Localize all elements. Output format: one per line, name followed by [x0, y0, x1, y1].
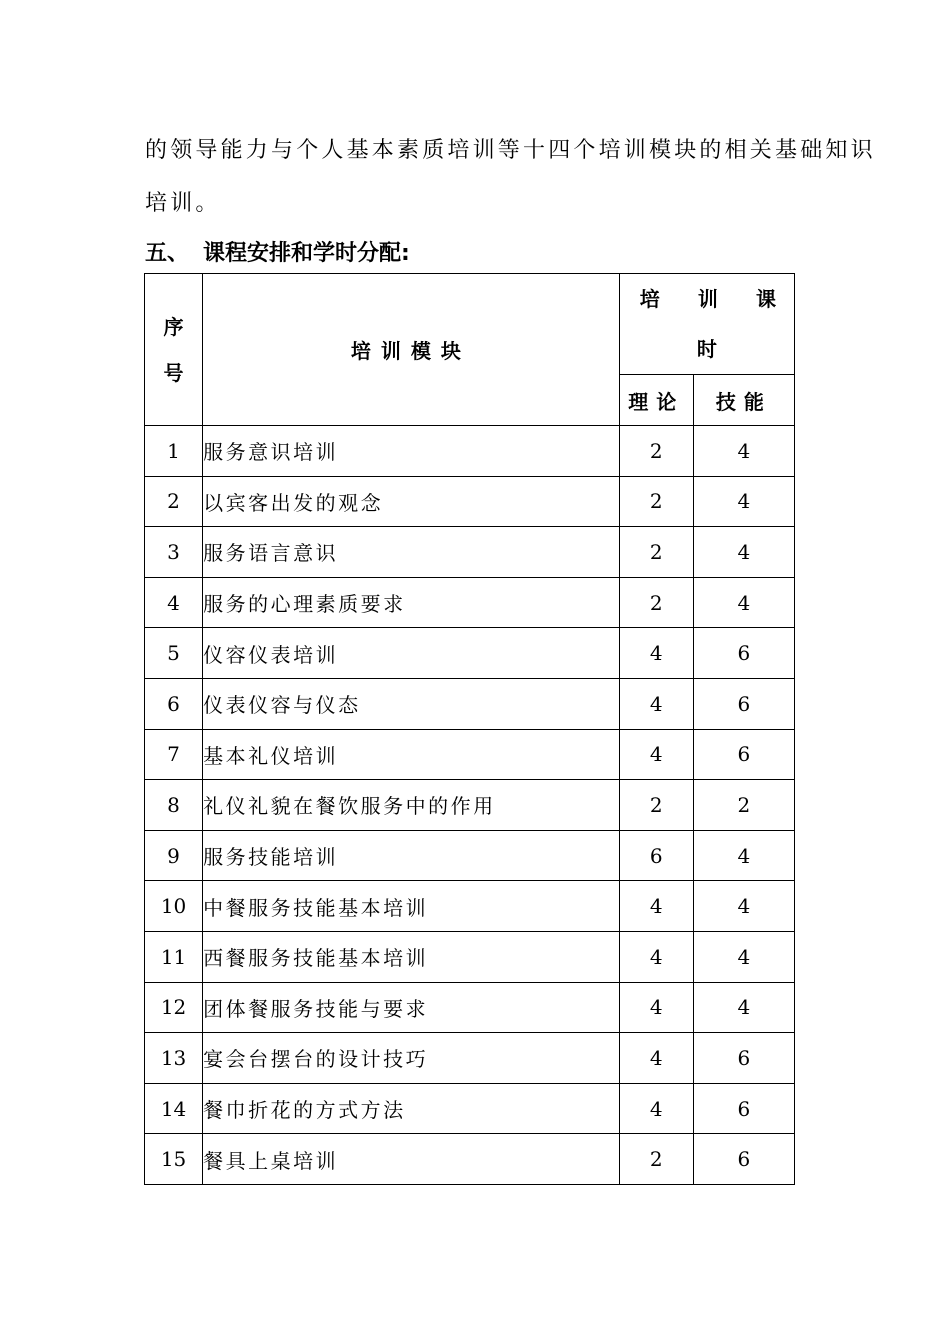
row-number: 4 [145, 577, 203, 628]
row-theory-hours: 4 [619, 881, 693, 932]
row-theory-hours: 6 [619, 830, 693, 881]
row-number: 7 [145, 729, 203, 780]
header-module: 培训模块 [203, 274, 620, 426]
row-theory-hours: 4 [619, 1083, 693, 1134]
table-row [145, 577, 795, 628]
row-number: 3 [145, 527, 203, 578]
row-skill-hours: 4 [693, 476, 794, 527]
row-skill-hours: 4 [693, 881, 794, 932]
row-number: 13 [145, 1033, 203, 1084]
row-number: 8 [145, 780, 203, 831]
row-number: 9 [145, 830, 203, 881]
row-skill-hours: 4 [693, 982, 794, 1033]
table-row [145, 931, 795, 982]
row-skill-hours: 6 [693, 1083, 794, 1134]
row-skill-hours: 4 [693, 527, 794, 578]
row-theory-hours: 2 [619, 1134, 693, 1185]
table-row [145, 678, 795, 729]
course-schedule-table [144, 273, 795, 1185]
row-module: 仪容仪表培训 [203, 628, 620, 679]
row-theory-hours: 4 [619, 931, 693, 982]
header-hours-char-1: 培 [639, 287, 660, 311]
row-number: 10 [145, 881, 203, 932]
row-number: 14 [145, 1083, 203, 1134]
header-sequence-line2: 号 [163, 360, 184, 385]
row-module: 礼仪礼貌在餐饮服务中的作用 [203, 780, 620, 831]
row-module: 仪表仪容与仪态 [203, 678, 620, 729]
row-theory-hours: 4 [619, 982, 693, 1033]
row-skill-hours: 6 [693, 729, 794, 780]
row-theory-hours: 2 [619, 780, 693, 831]
row-number: 2 [145, 476, 203, 527]
table-row [145, 729, 795, 780]
row-skill-hours: 6 [693, 1033, 794, 1084]
row-theory-hours: 4 [619, 729, 693, 780]
header-hours-line2: 时 [696, 337, 717, 361]
row-theory-hours: 4 [619, 678, 693, 729]
row-module: 以宾客出发的观念 [203, 476, 620, 527]
row-theory-hours: 4 [619, 628, 693, 679]
table-row [145, 476, 795, 527]
row-skill-hours: 4 [693, 426, 794, 477]
section-number: 五、 [145, 241, 190, 266]
row-theory-hours: 4 [619, 1033, 693, 1084]
table-row [145, 1083, 795, 1134]
row-theory-hours: 2 [619, 426, 693, 477]
row-number: 15 [145, 1134, 203, 1185]
header-sequence-line1: 序 [163, 314, 184, 339]
table-row [145, 426, 795, 477]
row-theory-hours: 2 [619, 577, 693, 628]
table-row [145, 881, 795, 932]
row-module: 团体餐服务技能与要求 [203, 982, 620, 1033]
table-row [145, 527, 795, 578]
row-number: 6 [145, 678, 203, 729]
row-theory-hours: 2 [619, 527, 693, 578]
table-row [145, 628, 795, 679]
row-skill-hours: 6 [693, 628, 794, 679]
row-theory-hours: 2 [619, 476, 693, 527]
header-hours-char-2: 训 [697, 287, 718, 311]
table-row [145, 982, 795, 1033]
row-module: 服务意识培训 [203, 426, 620, 477]
row-skill-hours: 4 [693, 931, 794, 982]
row-number: 5 [145, 628, 203, 679]
row-module: 中餐服务技能基本培训 [203, 881, 620, 932]
header-sequence [145, 274, 203, 426]
row-module: 西餐服务技能基本培训 [203, 931, 620, 982]
row-skill-hours: 4 [693, 577, 794, 628]
header-hours-char-3: 课 [756, 287, 776, 311]
row-module: 宴会台摆台的设计技巧 [203, 1033, 620, 1084]
row-number: 11 [145, 931, 203, 982]
row-number: 1 [145, 426, 203, 477]
paragraph-line-1: 的领导能力与个人基本素质培训等十四个培训模块的相关基础知识 [145, 138, 876, 163]
table-row [145, 780, 795, 831]
table-row [145, 1033, 795, 1084]
paragraph-line-2: 培训。 [145, 191, 221, 216]
row-skill-hours: 4 [693, 830, 794, 881]
row-skill-hours: 6 [693, 1134, 794, 1185]
row-number: 12 [145, 982, 203, 1033]
header-training-hours [619, 274, 794, 375]
row-module: 基本礼仪培训 [203, 729, 620, 780]
section-heading [145, 236, 410, 267]
row-module: 服务的心理素质要求 [203, 577, 620, 628]
header-row [145, 274, 795, 375]
row-module: 餐巾折花的方式方法 [203, 1083, 620, 1134]
header-skill: 技能 [693, 375, 794, 426]
row-skill-hours: 6 [693, 678, 794, 729]
row-module: 餐具上桌培训 [203, 1134, 620, 1185]
header-theory: 理论 [619, 375, 693, 426]
row-skill-hours: 2 [693, 780, 794, 831]
section-title: 课程安排和学时分配: [203, 241, 410, 266]
table-row [145, 830, 795, 881]
table-row [145, 1134, 795, 1185]
row-module: 服务语言意识 [203, 527, 620, 578]
header-hours-line1 [620, 274, 794, 324]
row-module: 服务技能培训 [203, 830, 620, 881]
